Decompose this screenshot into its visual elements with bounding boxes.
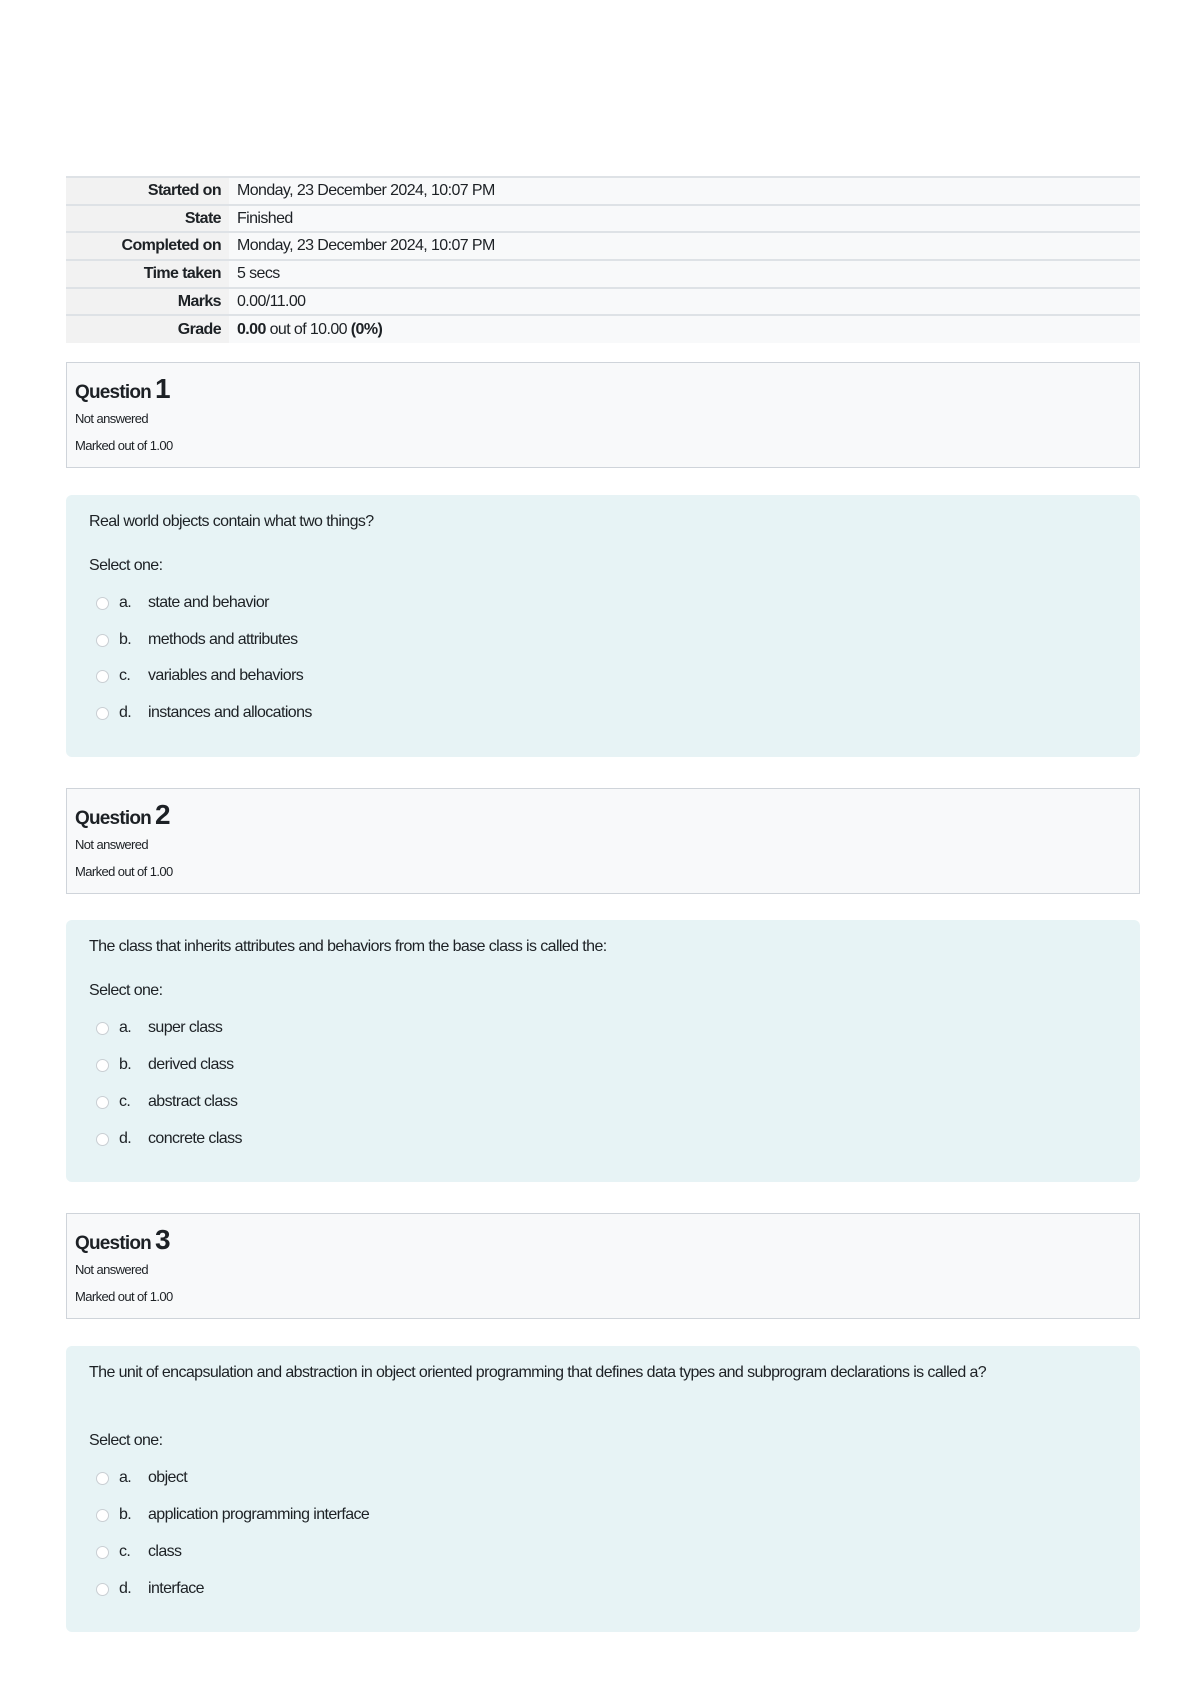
question-state: Not answered — [75, 1262, 149, 1277]
summary-row-grade — [66, 315, 1140, 343]
answer-letter: d. — [119, 704, 132, 721]
summary-label: Marks — [66, 288, 229, 316]
question-title — [75, 1224, 171, 1256]
question-number: 1 — [154, 373, 171, 404]
select-one-label: Select one: — [89, 1432, 163, 1449]
answer-option-d[interactable] — [96, 1127, 242, 1151]
radio-button[interactable] — [96, 597, 109, 610]
answer-letter: b. — [119, 1056, 132, 1073]
summary-row-state — [66, 205, 1140, 233]
question-3-info — [66, 1213, 1140, 1319]
grade-value: 0.00 — [237, 320, 266, 338]
question-state: Not answered — [75, 837, 149, 852]
radio-button[interactable] — [96, 1472, 109, 1485]
summary-row-marks — [66, 288, 1140, 316]
summary-label: Started on — [66, 177, 229, 205]
question-text: The unit of encapsulation and abstraction in object oriented programming that defines data types and subprogram declarations is called a? — [89, 1364, 987, 1381]
answer-text: instances and allocations — [148, 704, 312, 721]
radio-button[interactable] — [96, 1546, 109, 1559]
summary-label: State — [66, 205, 229, 233]
question-label: Question — [75, 1233, 151, 1254]
answer-letter: c. — [119, 667, 131, 684]
question-2-info — [66, 788, 1140, 894]
answer-text: derived class — [148, 1056, 234, 1073]
radio-button[interactable] — [96, 1096, 109, 1109]
summary-value — [229, 315, 1140, 343]
question-grade: Marked out of 1.00 — [75, 1289, 173, 1304]
summary-value: Finished — [229, 205, 1140, 233]
question-title — [75, 373, 171, 405]
select-one-label: Select one: — [89, 982, 163, 999]
summary-value: Monday, 23 December 2024, 10:07 PM — [229, 177, 1140, 205]
grade-percent: (0%) — [350, 320, 383, 338]
question-state: Not answered — [75, 411, 149, 426]
answer-text: application programming interface — [148, 1506, 370, 1523]
question-label: Question — [75, 382, 151, 403]
answer-letter: a. — [119, 594, 132, 611]
answer-option-b[interactable] — [96, 1053, 234, 1077]
question-number: 3 — [154, 1224, 171, 1255]
question-1-info — [66, 362, 1140, 468]
summary-label: Grade — [66, 315, 229, 343]
summary-label: Completed on — [66, 232, 229, 260]
question-3-content — [66, 1346, 1140, 1632]
answer-letter: a. — [119, 1469, 132, 1486]
grade-out-of: out of 10.00 — [269, 320, 347, 338]
answer-letter: c. — [119, 1543, 131, 1560]
question-1-content — [66, 495, 1140, 757]
quiz-review-page — [66, 176, 1140, 1597]
answer-option-c[interactable] — [96, 1540, 181, 1564]
answer-text: class — [148, 1543, 182, 1560]
radio-button[interactable] — [96, 1059, 109, 1072]
answer-option-d[interactable] — [96, 1577, 204, 1601]
question-grade: Marked out of 1.00 — [75, 864, 173, 879]
question-2-content — [66, 920, 1140, 1182]
question-text: The class that inherits attributes and behaviors from the base class is called the: — [89, 938, 607, 955]
answer-text: concrete class — [148, 1130, 242, 1147]
answer-option-a[interactable] — [96, 1466, 187, 1490]
radio-button[interactable] — [96, 1583, 109, 1596]
radio-button[interactable] — [96, 707, 109, 720]
question-number: 2 — [154, 799, 171, 830]
radio-button[interactable] — [96, 634, 109, 647]
summary-row-started — [66, 177, 1140, 205]
answer-option-d[interactable] — [96, 701, 312, 725]
answer-letter: c. — [119, 1093, 131, 1110]
summary-label: Time taken — [66, 260, 229, 288]
answer-letter: d. — [119, 1580, 132, 1597]
answer-text: super class — [148, 1019, 223, 1036]
answer-text: variables and behaviors — [148, 667, 304, 684]
question-text: Real world objects contain what two things? — [89, 513, 374, 530]
summary-row-time-taken — [66, 260, 1140, 288]
answer-letter: b. — [119, 631, 132, 648]
attempt-summary-table — [66, 176, 1140, 343]
question-label: Question — [75, 808, 151, 829]
question-title — [75, 799, 171, 831]
answer-option-c[interactable] — [96, 1090, 237, 1114]
answer-text: state and behavior — [148, 594, 269, 611]
answer-text: interface — [148, 1580, 204, 1597]
radio-button[interactable] — [96, 1133, 109, 1146]
summary-value: 0.00/11.00 — [229, 288, 1140, 316]
select-one-label: Select one: — [89, 557, 163, 574]
answer-letter: a. — [119, 1019, 132, 1036]
answer-letter: b. — [119, 1506, 132, 1523]
answer-option-a[interactable] — [96, 591, 269, 615]
answer-option-b[interactable] — [96, 628, 298, 652]
radio-button[interactable] — [96, 1022, 109, 1035]
answer-option-b[interactable] — [96, 1503, 369, 1527]
radio-button[interactable] — [96, 670, 109, 683]
answer-text: abstract class — [148, 1093, 238, 1110]
radio-button[interactable] — [96, 1509, 109, 1522]
answer-option-a[interactable] — [96, 1016, 222, 1040]
answer-text: object — [148, 1469, 188, 1486]
answer-text: methods and attributes — [148, 631, 298, 648]
summary-row-completed — [66, 232, 1140, 260]
answer-option-c[interactable] — [96, 664, 303, 688]
answer-letter: d. — [119, 1130, 132, 1147]
summary-value: 5 secs — [229, 260, 1140, 288]
summary-value: Monday, 23 December 2024, 10:07 PM — [229, 232, 1140, 260]
question-grade: Marked out of 1.00 — [75, 438, 173, 453]
